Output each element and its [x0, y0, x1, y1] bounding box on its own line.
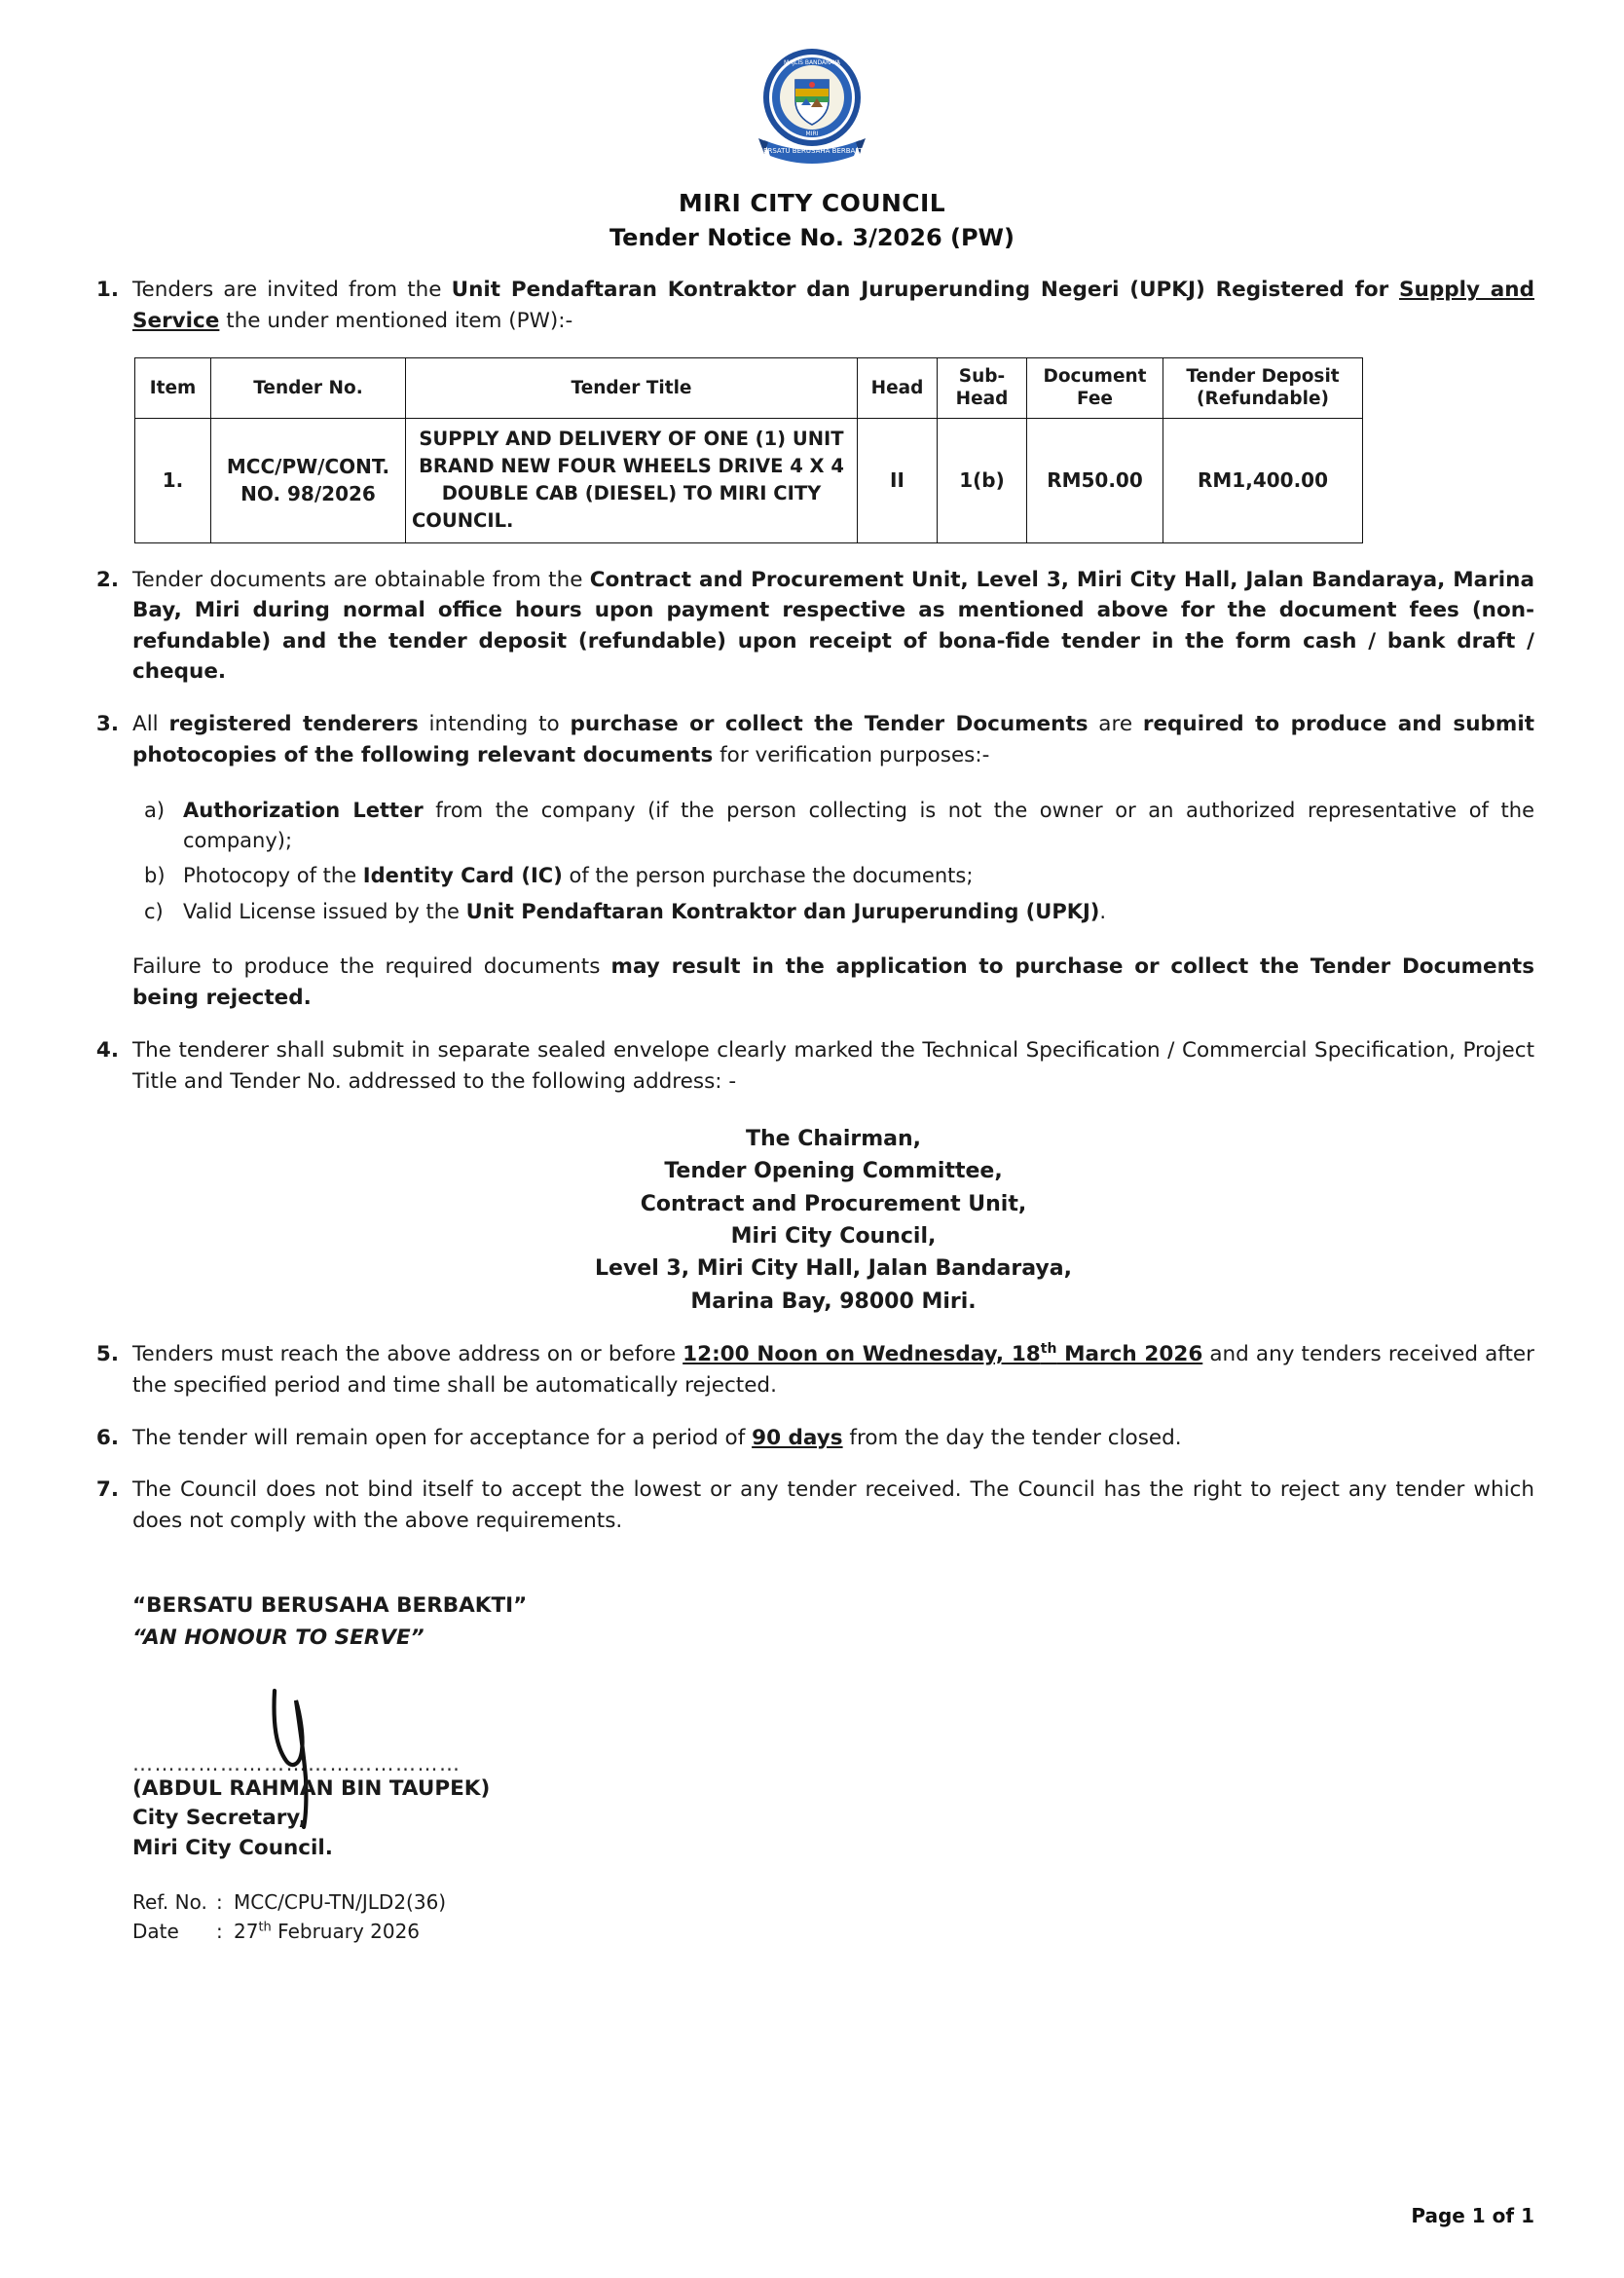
th-tender-deposit-l1: Tender Deposit: [1186, 366, 1340, 388]
sub-item-b-label: b): [144, 864, 166, 888]
date-day-suffix: th: [258, 1920, 272, 1935]
clause-2: [90, 565, 1534, 688]
clause-5-text: [132, 1339, 1534, 1400]
sub-item-a-bold: Authorization Letter: [183, 799, 424, 823]
clause-3-b1: registered tenderers: [168, 712, 419, 737]
signer-name: (ABDUL RAHMAN BIN TAUPEK): [132, 1775, 491, 1801]
table-header-row: [135, 358, 1363, 418]
clause-7: [90, 1475, 1534, 1536]
clause-6-validity: 90 days: [752, 1425, 843, 1450]
clause-2-t1: Tender documents are obtainable from the: [132, 567, 590, 592]
signer-position: City Secretary,: [132, 1806, 307, 1831]
cell-item: 1.: [135, 418, 211, 542]
th-tender-no: Tender No.: [211, 358, 406, 418]
clause-3-b2: purchase or collect the Tender Documents: [570, 712, 1089, 737]
sub-item-a-text: [183, 796, 1534, 855]
date-day: 27: [234, 1919, 259, 1943]
clause-5: [90, 1339, 1534, 1400]
signature-block: [132, 1699, 1534, 1860]
signature-dotted-line: ………………………………………: [132, 1751, 461, 1775]
sub-item-b-text: [183, 861, 1534, 890]
table-row: [135, 418, 1363, 542]
th-head: Head: [858, 358, 938, 418]
clause-3-sublist: [132, 796, 1534, 926]
th-sub-head: [938, 358, 1027, 418]
motto-line-english: “AN HONOUR TO SERVE”: [132, 1624, 424, 1650]
clause-4: [90, 1035, 1534, 1318]
clause-3-t2: intending to: [418, 712, 571, 737]
address-line-3: Contract and Procurement Unit,: [640, 1191, 1027, 1216]
clause-3-b3: required to produce and submit photocopies of the following relevant documents: [132, 712, 1534, 767]
sub-item-c-rest: .: [1099, 899, 1107, 923]
clause-2-b1: Contract and Procurement Unit, Level 3, Miri City Hall, Jalan Bandaraya, Marina Bay, Miri during normal office hours upon payment respective as mentioned above for the document fees (non-refundable) and the tender deposit (refundable) upon receipt of bona-fide tender in the form cash / bank draft / cheque.: [132, 567, 1534, 685]
reference-block: [132, 1887, 1534, 1946]
motto-spacer: [90, 1557, 132, 1946]
address-line-2: Tender Opening Committee,: [664, 1159, 1003, 1184]
date-row: [132, 1917, 1534, 1946]
clause-2-number: 2.: [95, 567, 119, 592]
cell-tender-no: [211, 418, 406, 542]
th-document-fee-l2: Fee: [1077, 389, 1113, 410]
th-document-fee-l1: Document: [1043, 366, 1147, 388]
cell-tender-deposit: RM1,400.00: [1163, 418, 1363, 542]
date-month-year: February 2026: [271, 1919, 421, 1943]
signer-details: [132, 1774, 490, 1864]
submission-address-block: [132, 1123, 1534, 1319]
cell-tender-title: SUPPLY AND DELIVERY OF ONE (1) UNIT BRAND NEW FOUR WHEELS DRIVE 4 X 4 DOUBLE CAB (DIESEL) TO MIRI CITY COUNCIL.: [406, 418, 858, 542]
clause-1-number: 1.: [95, 278, 119, 303]
address-line-6: Marina Bay, 98000 Miri.: [690, 1288, 977, 1314]
th-tender-deposit: [1163, 358, 1363, 418]
clause-6-number: 6.: [95, 1425, 119, 1450]
clause-3-t1: All: [132, 712, 169, 737]
clause-5-deadline-main: 12:00 Noon on Wednesday, 18: [683, 1342, 1041, 1367]
address-line-4: Miri City Council,: [730, 1223, 937, 1249]
clause-6-t1: The tender will remain open for acceptance for a period of: [132, 1425, 753, 1450]
sub-item-b-bold: Identity Card (IC): [362, 864, 563, 888]
clause-1-b1: Unit Pendaftaran Kontraktor dan Juruperunding Negeri (UPKJ) Registered for: [451, 278, 1400, 303]
miri-city-council-crest-icon: [739, 37, 885, 181]
clause-5-number: 5.: [95, 1342, 119, 1367]
motto-line-malay: “BERSATU BERUSAHA BERBAKTI”: [132, 1593, 528, 1619]
cell-document-fee: RM50.00: [1027, 418, 1163, 542]
clause-7-number: 7.: [95, 1477, 119, 1503]
svg-text:BERSATU BERUSAHA BERBAKTI: BERSATU BERUSAHA BERBAKTI: [758, 147, 866, 155]
clause-1: [90, 275, 1534, 336]
cell-tender-no-l1: MCC/PW/CONT.: [226, 455, 390, 479]
clause-3-number: 3.: [95, 712, 119, 737]
sub-item-a: [132, 796, 1534, 855]
clause-1-t1: Tenders are invited from the: [132, 278, 452, 303]
sub-item-a-label: a): [144, 799, 166, 823]
clause-5-deadline-month: March 2026: [1056, 1342, 1203, 1367]
date-label: Date: [132, 1919, 179, 1943]
clause-5-t1: Tenders must reach the above address on or before: [132, 1342, 683, 1367]
clause-1-t2: the under mentioned item (PW):-: [219, 308, 573, 333]
clause-6: [90, 1423, 1534, 1454]
reference-value: MCC/CPU-TN/JLD2(36): [234, 1889, 447, 1914]
sub-item-c-label: c): [144, 899, 164, 923]
clause-1-text: [132, 275, 1534, 336]
svg-text:MIRI: MIRI: [805, 131, 819, 137]
tender-table: [134, 357, 1363, 542]
sub-item-b: [132, 861, 1534, 890]
sub-item-b-pre: Photocopy of the: [183, 864, 363, 888]
reference-row: [132, 1887, 1534, 1917]
page-footer: Page 1 of 1: [1411, 2204, 1534, 2227]
reference-label: Ref. No.: [132, 1889, 207, 1914]
th-tender-title: Tender Title: [406, 358, 858, 418]
sub-item-b-rest: of the person purchase the documents;: [562, 864, 974, 888]
clause-3: [90, 709, 1534, 1014]
organization-title: MIRI CITY COUNCIL: [678, 189, 946, 217]
sub-item-a-rest: from the company (if the person collecting is not the owner or an authorized representative of the company);: [183, 799, 1534, 852]
date-colon: :: [216, 1919, 223, 1943]
clause-1-b1-underlined: Supply and Service: [132, 278, 1534, 333]
clause-3-text: [132, 709, 1534, 1014]
address-line-1: The Chairman,: [745, 1126, 922, 1151]
clause-4-paragraph: The tenderer shall submit in separate sealed envelope clearly marked the Technical Specification / Commercial Specification, Project Title and Tender No. addressed to the following address: -: [132, 1038, 1534, 1095]
clause-6-text: [132, 1423, 1534, 1454]
th-tender-deposit-l2: (Refundable): [1197, 389, 1329, 410]
notice-title: Tender Notice No. 3/2026 (PW): [609, 223, 1015, 251]
th-sub-head-l2: Head: [955, 389, 1009, 410]
motto-block: [132, 1590, 1534, 1654]
th-sub-head-l1: Sub-: [958, 366, 1006, 388]
clause-7-text: The Council does not bind itself to accept the lowest or any tender received. The Council has the right to reject any tender which does not comply with the above requirements.: [132, 1477, 1534, 1533]
sub-item-c-pre: Valid License issued by the: [183, 899, 466, 923]
th-document-fee: [1027, 358, 1163, 418]
clause-3-t4: for verification purposes:-: [713, 742, 990, 767]
clause-4-text: [132, 1035, 1534, 1318]
date-value: [234, 1917, 420, 1946]
clause-3-t3: are: [1088, 712, 1143, 737]
address-line-5: Level 3, Miri City Hall, Jalan Bandaraya,: [595, 1256, 1072, 1282]
sub-item-c-text: [183, 897, 1534, 926]
failure-note-t1: Failure to produce the required documents: [132, 953, 611, 979]
clause-5-deadline-sup: th: [1040, 1341, 1057, 1358]
clause-2-text: [132, 565, 1534, 688]
sub-item-c-bold: Unit Pendaftaran Kontraktor dan Juruperunding (UPKJ): [465, 899, 1100, 923]
cell-head: II: [858, 418, 938, 542]
cell-sub-head: 1(b): [938, 418, 1027, 542]
clause-4-number: 4.: [95, 1038, 119, 1064]
th-item: Item: [135, 358, 211, 418]
motto-row: [90, 1557, 1534, 1946]
logo-container: [90, 37, 1534, 181]
clause-3-failure-note: [132, 952, 1534, 1015]
clause-6-t2: from the day the tender closed.: [842, 1425, 1182, 1450]
clause-5-deadline: [683, 1342, 1202, 1366]
failure-note-b1: may result in the application to purchase or collect the Tender Documents being rejected.: [132, 953, 1534, 1011]
signer-organization: Miri City Council.: [132, 1835, 333, 1860]
sub-item-c: [132, 897, 1534, 926]
clause-5-t2: and any tenders received after the specified period and time shall be automatically rejected.: [132, 1342, 1534, 1399]
reference-colon: :: [216, 1889, 223, 1914]
cell-tender-no-l2: NO. 98/2026: [240, 482, 376, 506]
svg-text:MAJLIS BANDARAYA: MAJLIS BANDARAYA: [783, 59, 841, 66]
